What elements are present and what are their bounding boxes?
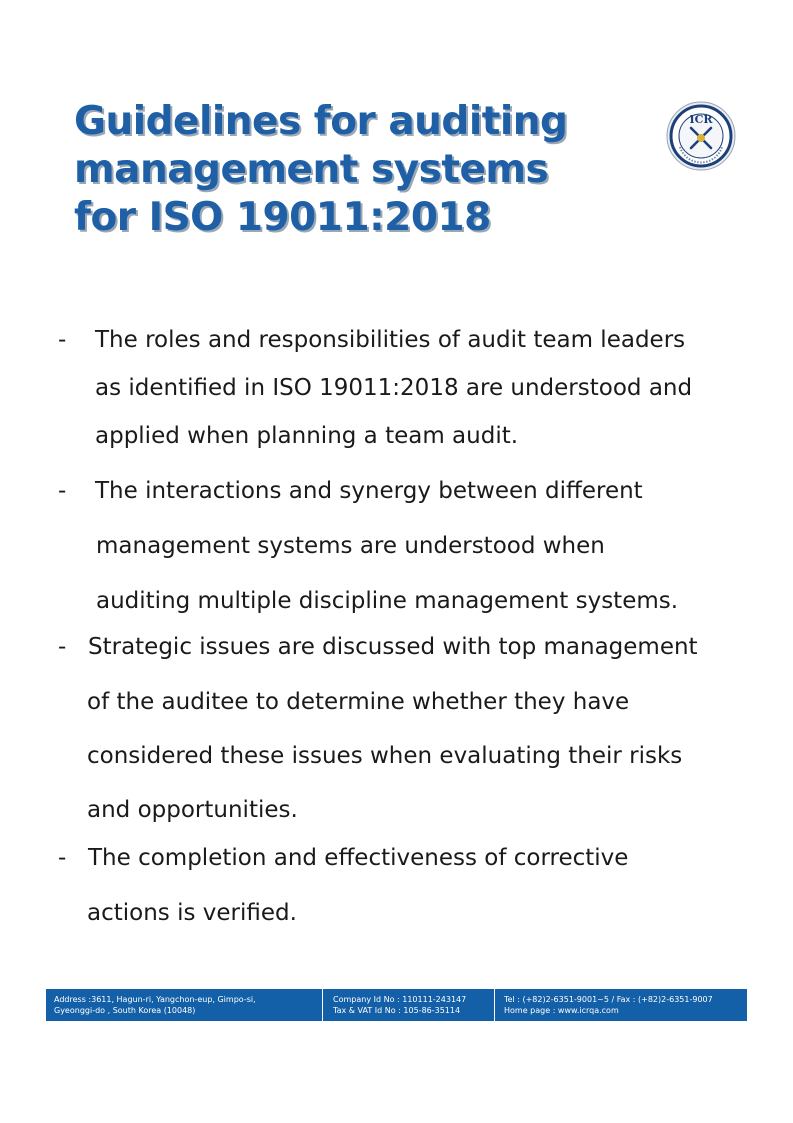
- homepage-link[interactable]: Home page : www.icrqa.com: [504, 1006, 619, 1015]
- title-line-3: for ISO 19011:2018: [74, 195, 491, 240]
- footer-address: [54, 994, 256, 1016]
- title-line-2: management systems: [74, 147, 549, 192]
- bullet-line: The completion and effectiveness of corrective: [88, 845, 629, 871]
- footer-contact: [504, 994, 713, 1016]
- bullet-line: Strategic issues are discussed with top management: [88, 634, 698, 660]
- bullet-dash: -: [58, 634, 67, 660]
- bullet-dash: -: [58, 845, 67, 871]
- bullet-line: The roles and responsibilities of audit team leaders: [95, 327, 686, 353]
- icr-logo: [666, 101, 736, 171]
- footer-divider: [322, 989, 323, 1021]
- bullet-line: management systems are understood when: [96, 533, 605, 559]
- bullet-line: and opportunities.: [87, 797, 298, 823]
- bullet-line: of the auditee to determine whether they have: [87, 689, 630, 715]
- svg-text:ICR: ICR: [689, 113, 713, 126]
- bullet-line: as identified in ISO 19011:2018 are understood and: [95, 375, 693, 401]
- company-id: Company Id No : 110111-243147: [333, 995, 467, 1004]
- bullet-dash: -: [58, 478, 67, 504]
- bullet-line: The interactions and synergy between different: [95, 478, 643, 504]
- document-title: [74, 98, 634, 242]
- footer-bar: [46, 989, 747, 1021]
- footer-divider: [494, 989, 495, 1021]
- bullet-line: applied when planning a team audit.: [95, 423, 519, 449]
- address-line: Gyeonggi-do , South Korea (10048): [54, 1006, 196, 1015]
- seal-icon: [666, 101, 736, 171]
- address-line: Address :3611, Hagun-ri, Yangchon-eup, Gimpo-si,: [54, 995, 256, 1004]
- footer-company-ids: [333, 994, 466, 1016]
- title-line-1: Guidelines for auditing: [74, 99, 568, 144]
- tax-id: Tax & VAT Id No : 105-86-35114: [333, 1006, 461, 1015]
- bullet-line: considered these issues when evaluating their risks: [87, 743, 683, 769]
- tel-fax: Tel : (+82)2-6351-9001~5 / Fax : (+82)2-6351-9007: [504, 995, 713, 1004]
- bullet-line: actions is verified.: [87, 900, 297, 926]
- bullet-dash: -: [58, 327, 67, 353]
- bullet-line: auditing multiple discipline management systems.: [96, 588, 679, 614]
